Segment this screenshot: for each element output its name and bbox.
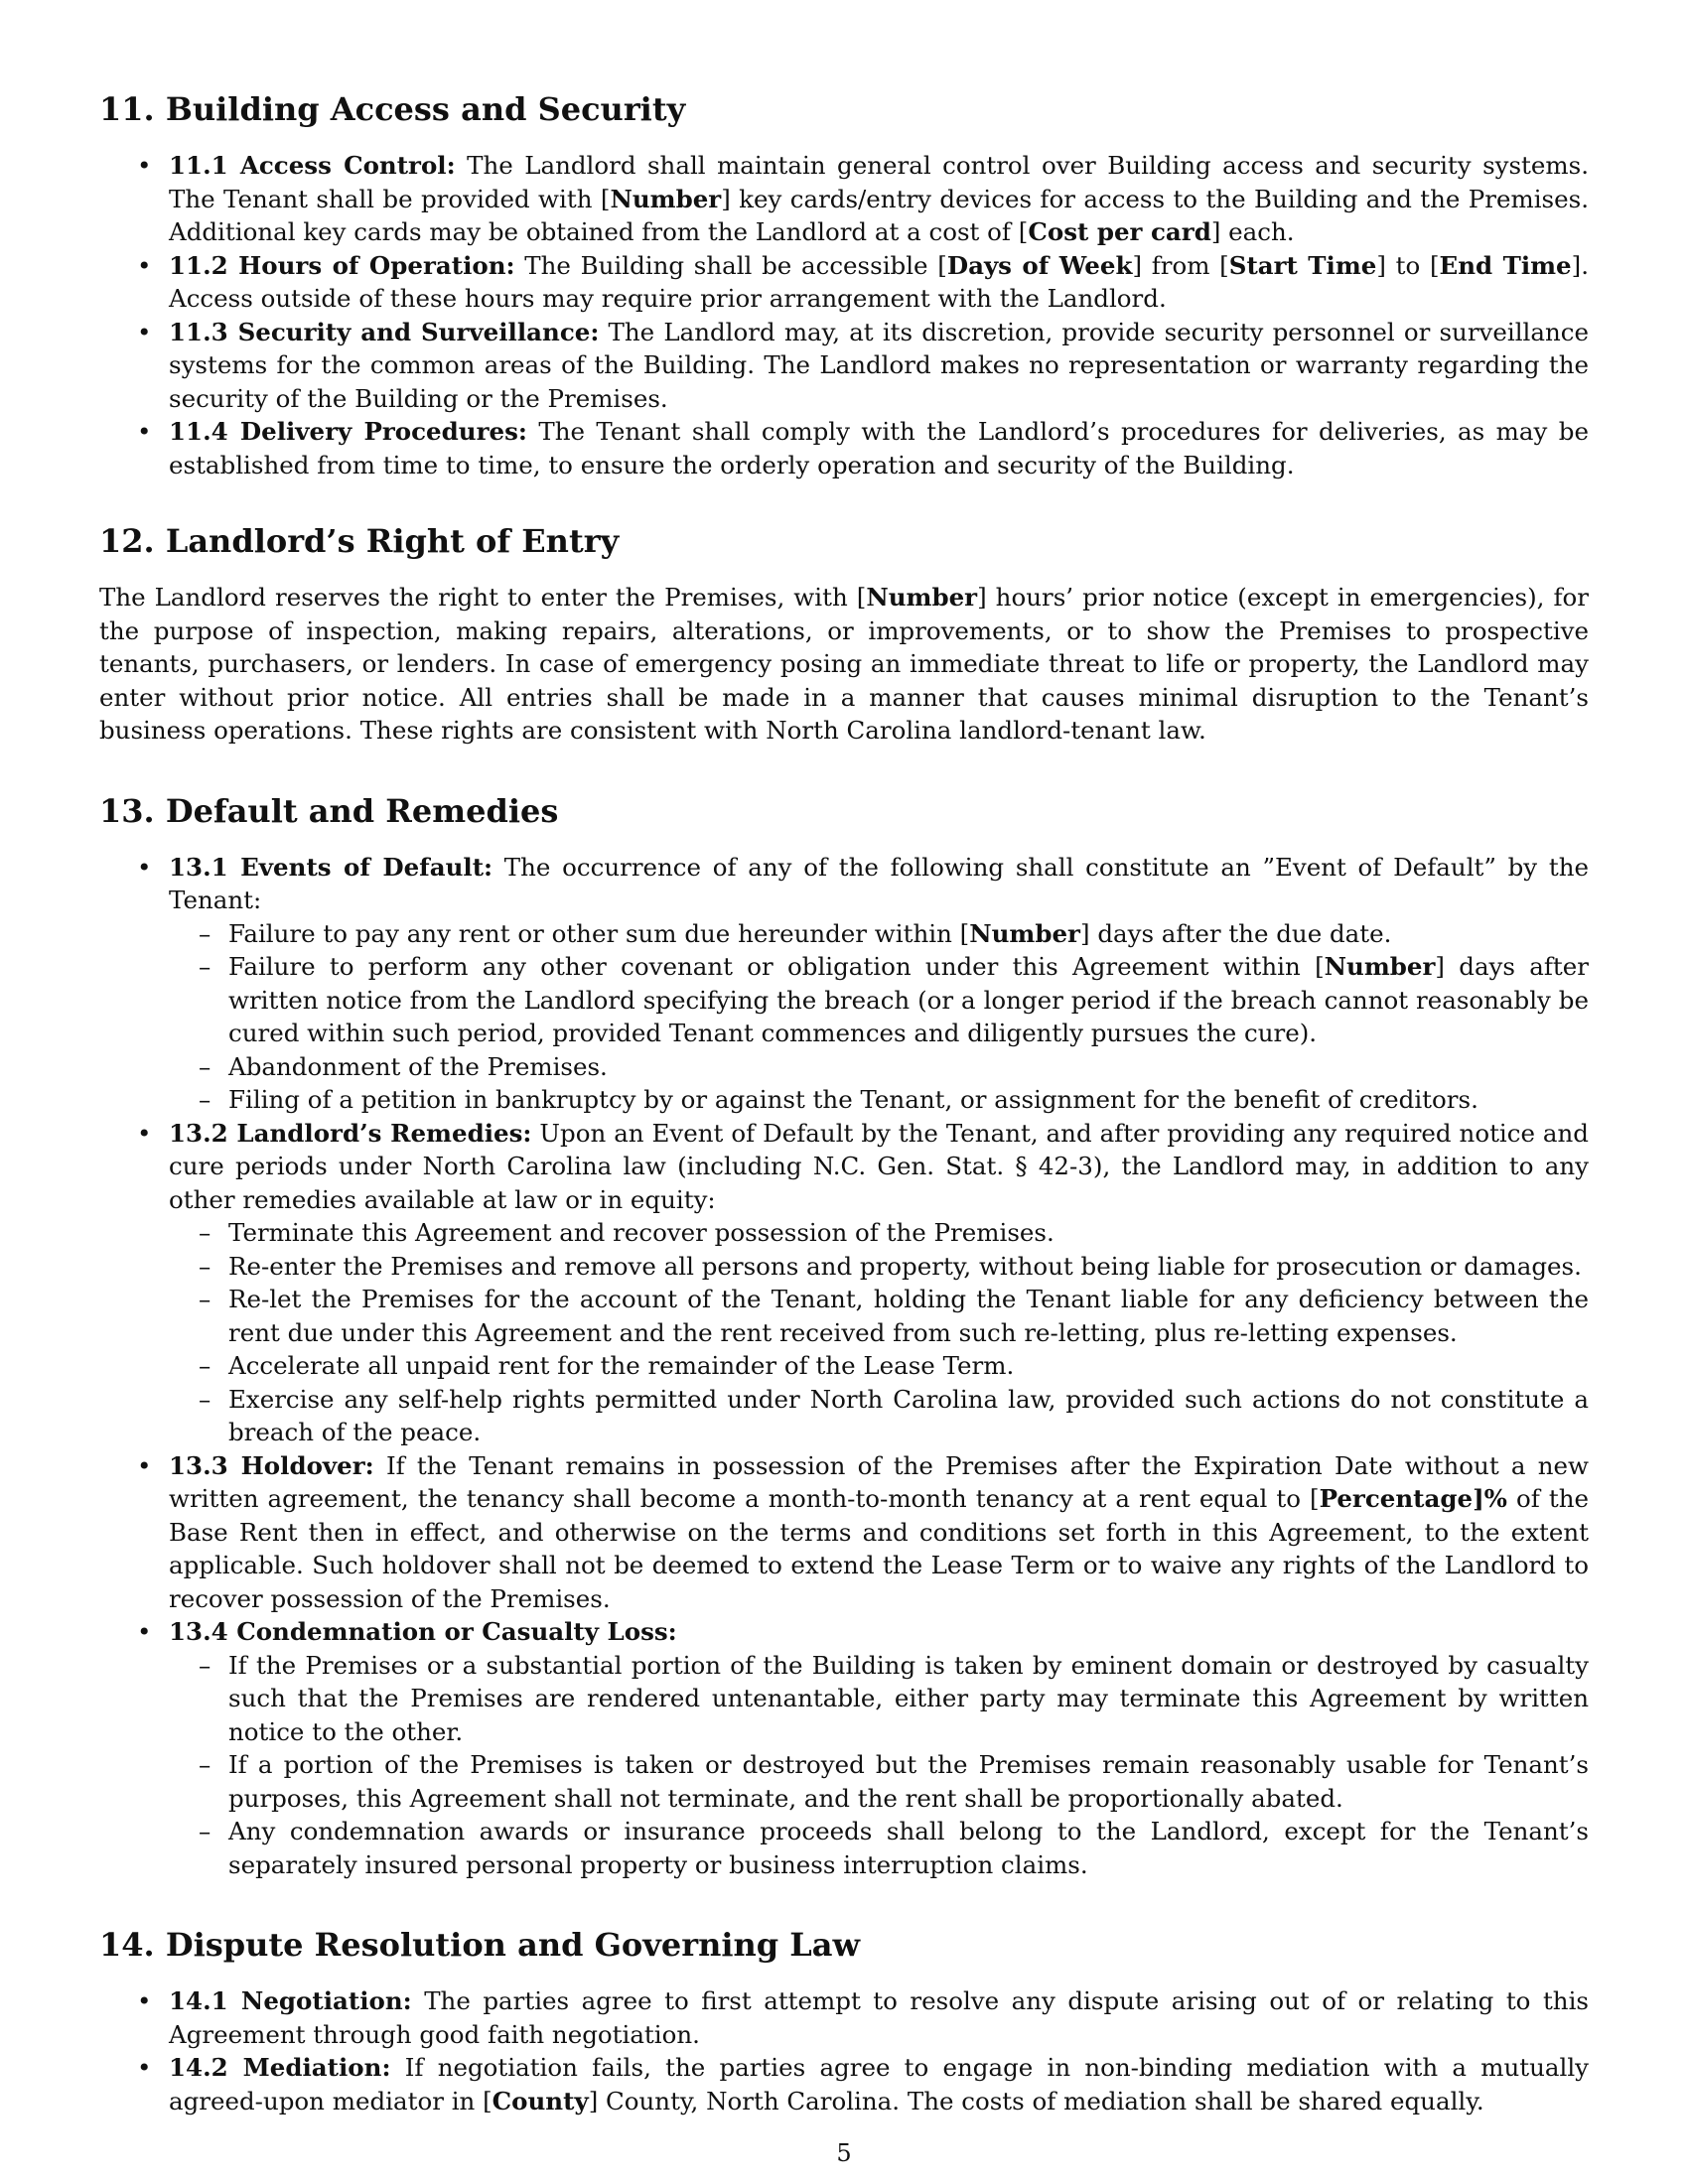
clause-label: 11.1 Access Control: <box>169 151 456 180</box>
section-13-heading: 13. Default and Remedies <box>99 791 559 830</box>
page-number: 5 <box>836 2139 852 2167</box>
clause-text: The occurrence of any of the following shall constitute an ”Event of Default” by the Tenant: <box>169 852 1589 914</box>
sub-item <box>169 950 1589 1050</box>
clause-text: The Building shall be accessible [ <box>514 250 947 280</box>
placeholder-suffix: ]% <box>1473 1484 1507 1513</box>
placeholder-number: Number <box>866 583 978 612</box>
sub-item: – If a portion of the Premises is taken or destroyed but the Premises remain reasonably usable for Tenant’s purposes, this Agreement shall not terminate, and the rent shall be proportionally abated. <box>169 1748 1589 1815</box>
clause-14-1 <box>99 1984 1589 2051</box>
clause-text: If the Tenant remains in possession of the Premises after the Expiration Date without a new written agreement, the tenancy shall become a month-to-month tenancy at a rent equal to [ <box>169 1450 1589 1513</box>
section-11-list <box>99 149 1589 481</box>
placeholder-days-of-week: Days of Week <box>946 250 1133 280</box>
sub-list <box>169 1216 1589 1449</box>
clause-11-2 <box>99 249 1589 316</box>
placeholder-county: County <box>492 2086 589 2116</box>
clause-text: ] to [ <box>1376 250 1440 280</box>
sub-item: – Filing of a petition in bankruptcy by or against the Tenant, or assignment for the benefit of creditors. <box>169 1083 1589 1117</box>
clause-label: 11.4 Delivery Procedures: <box>169 417 527 446</box>
clause-label: 11.3 Security and Surveillance: <box>169 317 600 346</box>
clause-13-2 <box>99 1117 1589 1449</box>
sub-item: – Re-enter the Premises and remove all persons and property, without being liable for prosecution or damages. <box>169 1250 1589 1284</box>
clause-text: ] County, North Carolina. The costs of mediation shall be shared equally. <box>588 2086 1484 2116</box>
section-14-heading: 14. Dispute Resolution and Governing Law <box>99 1926 861 1964</box>
sub-item: – Exercise any self-help rights permitted under North Carolina law, provided such actions do not constitute a breach of the peace. <box>169 1383 1589 1449</box>
sub-list <box>169 917 1589 1117</box>
clause-text: ]. Access outside of these hours may require prior arrangement with the Landlord. <box>169 250 1589 313</box>
clause-label: 13.3 Holdover: <box>169 1450 374 1480</box>
document-page <box>99 89 1589 2117</box>
section-11-heading: 11. Building Access and Security <box>99 90 686 128</box>
section-12-paragraph <box>99 581 1589 748</box>
placeholder-number: Number <box>610 184 722 213</box>
sub-text: ] days after the due date. <box>1079 918 1392 948</box>
clause-13-4 <box>99 1615 1589 1881</box>
clause-label: 11.2 Hours of Operation: <box>169 250 515 280</box>
paragraph-text: ] hours’ prior notice (except in emergencies), for the purpose of inspection, making repairs, alterations, or improvements, or to show the Premises to prospective tenants, purchasers, or lenders. In case of emergency posing an immediate threat to life or property, the Landlord may enter without prior notice. All entries shall be made in a manner that causes minimal disruption to the Tenant’s business operations. These rights are consistent with North Carolina landlord-tenant law. <box>99 583 1589 745</box>
sub-item: – Re-let the Premises for the account of the Tenant, holding the Tenant liable for any deficiency between the rent due under this Agreement and the rent received from such re-letting, plus re-letting expenses. <box>169 1283 1589 1349</box>
placeholder-cost-per-card: Cost per card <box>1028 217 1211 246</box>
clause-text: ] from [ <box>1132 250 1229 280</box>
placeholder-number: Number <box>1324 952 1436 981</box>
sub-text: Failure to perform any other covenant or obligation under this Agreement within [ <box>228 952 1325 981</box>
clause-text: The Landlord may, at its discretion, provide security personnel or surveillance systems for the common areas of the Building. The Landlord makes no representation or warranty regarding the security of the Building or the Premises. <box>169 317 1589 413</box>
clause-text: The Landlord shall maintain general control over Building access and security systems. The Tenant shall be provided with [ <box>169 151 1589 213</box>
sub-text: Failure to pay any rent or other sum due hereunder within [ <box>228 918 970 948</box>
clause-text: If negotiation fails, the parties agree to engage in non-binding mediation with a mutually agreed-upon mediator in [ <box>169 2053 1589 2116</box>
clause-label: 13.4 Condemnation or Casualty Loss: <box>169 1617 677 1646</box>
clause-11-3 <box>99 316 1589 416</box>
clause-11-4 <box>99 415 1589 481</box>
clause-14-2 <box>99 2051 1589 2117</box>
paragraph-text: The Landlord reserves the right to enter the Premises, with [ <box>99 583 867 612</box>
clause-text: ] each. <box>1210 217 1295 246</box>
clause-text: The parties agree to first attempt to resolve any dispute arising out of or relating to this Agreement through good faith negotiation. <box>169 1986 1589 2049</box>
clause-label: 13.1 Events of Default: <box>169 852 493 882</box>
clause-text: of the Base Rent then in effect, and otherwise on the terms and conditions set forth in this Agreement, to the extent applicable. Such holdover shall not be deemed to extend the Lease Term or to waive any rights of the Landlord to recover possession of the Premises. <box>169 1484 1589 1613</box>
clause-label: 14.1 Negotiation: <box>169 1986 412 2015</box>
sub-item: – Terminate this Agreement and recover possession of the Premises. <box>169 1216 1589 1250</box>
sub-item <box>169 917 1589 951</box>
clause-label: 14.2 Mediation: <box>169 2053 391 2082</box>
placeholder-percentage: Percentage <box>1319 1484 1474 1513</box>
placeholder-start-time: Start Time <box>1228 250 1377 280</box>
clause-text: Upon an Event of Default by the Tenant, and after providing any required notice and cure periods under North Carolina law (including N.C. Gen. Stat. § 42-3), the Landlord may, in addition to any other remedies available at law or in equity: <box>169 1118 1589 1214</box>
placeholder-number: Number <box>969 918 1080 948</box>
sub-item: – Abandonment of the Premises. <box>169 1050 1589 1084</box>
section-13-list <box>99 851 1589 1882</box>
section-14-list <box>99 1984 1589 2117</box>
clause-label: 13.2 Landlord’s Remedies: <box>169 1118 532 1148</box>
clause-text: ] key cards/entry devices for access to the Building and the Premises. Additional key cards may be obtained from the Landlord at a cost of [ <box>169 184 1589 246</box>
sub-item: – If the Premises or a substantial portion of the Building is taken by eminent domain or destroyed by casualty such that the Premises are rendered untenantable, either party may terminate this Agreement by written notice to the other. <box>169 1649 1589 1749</box>
sub-item: – Accelerate all unpaid rent for the remainder of the Lease Term. <box>169 1349 1589 1383</box>
section-12-heading: 12. Landlord’s Right of Entry <box>99 522 620 560</box>
sub-item: – Any condemnation awards or insurance proceeds shall belong to the Landlord, except for the Tenant’s separately insured personal property or business interruption claims. <box>169 1815 1589 1881</box>
clause-13-3 <box>99 1449 1589 1616</box>
placeholder-end-time: End Time <box>1439 250 1572 280</box>
clause-11-1 <box>99 149 1589 249</box>
sub-text: ] days after written notice from the Landlord specifying the breach (or a longer period if the breach cannot reasonably be cured within such period, provided Tenant commences and diligently pursues the cure). <box>228 952 1589 1047</box>
clause-13-1 <box>99 851 1589 1117</box>
sub-list <box>169 1649 1589 1882</box>
clause-text: The Tenant shall comply with the Landlord’s procedures for deliveries, as may be established from time to time, to ensure the orderly operation and security of the Building. <box>169 417 1589 479</box>
